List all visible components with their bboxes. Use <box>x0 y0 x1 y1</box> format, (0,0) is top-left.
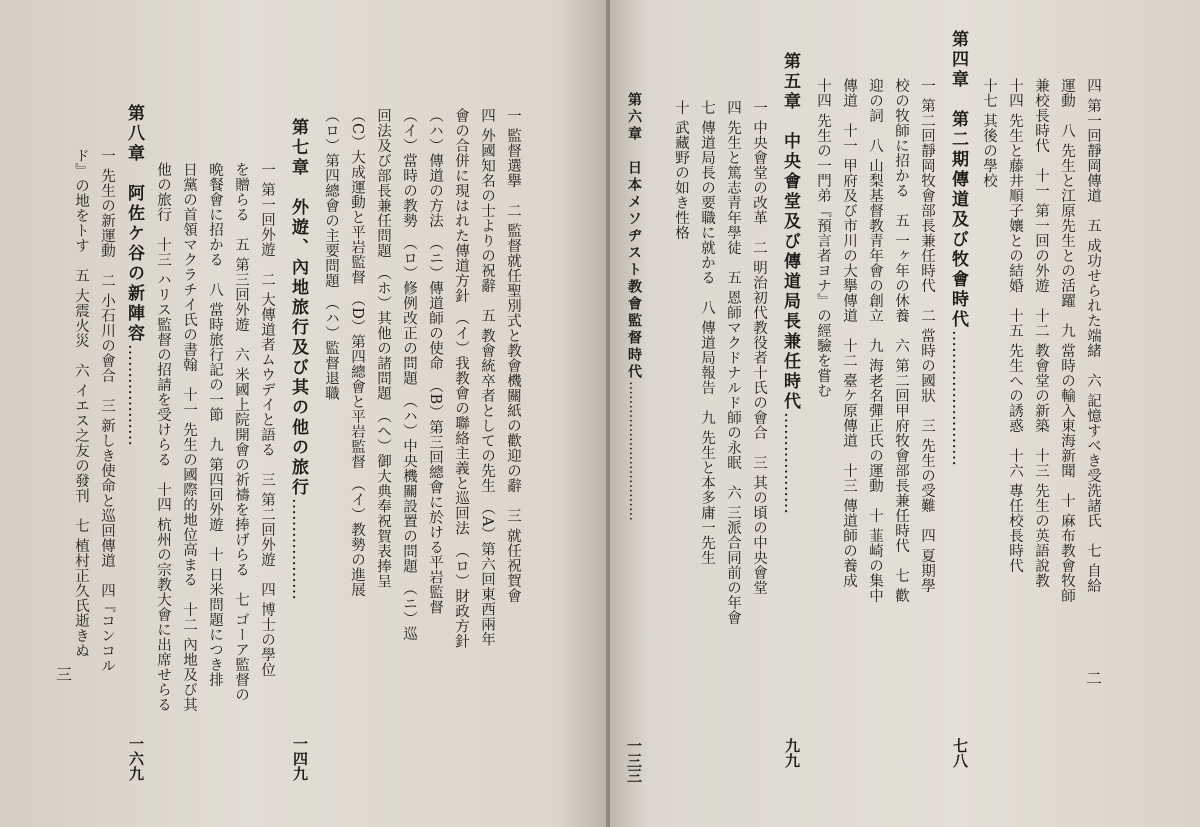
toc-line: 十七 其後の學校 <box>981 78 997 189</box>
toc-line: 會の合併に現はれた傳道方針 （イ）我教會の聯絡主義と巡回法 （ロ）財政方針 <box>453 108 469 649</box>
toc-line: 一 第二回靜岡牧會部長兼任時代 二 當時の國狀 三 先生の受難 四 夏期學 <box>919 78 935 594</box>
chapter-page-number: 一四九 <box>291 736 309 781</box>
toc-line: 十 武藏野の如き性格 <box>673 100 689 241</box>
toc-line: （ロ）第四總會の主要問題 （ハ）監督退職 <box>323 108 339 401</box>
toc-line: 晩餐會に招かる 八 當時旅行記の一節 九 第四回外遊 十 日米問題につき排 <box>207 162 223 688</box>
chapter-title: 第六章 日本メソヂスト教會監督時代 <box>626 92 642 381</box>
chapter-6-heading: 第六章 日本メソヂスト教會監督時代………………………… <box>626 92 642 521</box>
toc-line: 校の牧師に招かる 五 一ヶ年の休養 六 第二回甲府牧會部長兼任時代 七 歡 <box>893 78 909 604</box>
toc-line: （C）大成運動と平岩監督 （D）第四總會と平岩監督 （イ）教勢の進展 <box>349 108 365 598</box>
chapter-page-number: 七八 <box>951 738 969 768</box>
toc-line: を贈らる 五 第三回外遊 六 米國上院開會の祈禱を捧げらる 七 ゴーア監督の <box>233 162 249 703</box>
chapter-page-number: 一三三 <box>625 738 643 783</box>
chapter-title: 第四章 第二期傳道及び牧會時代 <box>948 30 968 330</box>
toc-line: 他の旅行 十三 ハリス監督の招請を受けらる 十四 杭州の宗教大會に出席せらる <box>155 162 171 713</box>
chapter-page-number: 一六九 <box>127 736 145 781</box>
chapter-4-heading: 第四章 第二期傳道及び牧會時代…………………… <box>948 30 968 466</box>
chapter-title: 第七章 外遊、內地旅行及び其の他の旅行 <box>288 118 308 498</box>
toc-line: 迎の詞 八 山梨基督教青年會の創立 九 海老名彈正氏の運動 十 韮崎の集中 <box>867 78 883 604</box>
toc-line: （ハ）傳道の方法 （ニ）傳道師の使命 （B）第三回總會に於ける平岩監督 <box>427 108 443 615</box>
toc-line: ド』の地をトす 五 大震火災 六 イエス之友の發刊 七 植村正久氏逝きぬ <box>73 148 89 659</box>
toc-line: 回法及び部長兼任問題 （ホ）其他の諸問題 （ヘ）御大典奉祝賀表捧呈 <box>375 108 391 589</box>
toc-line: 四 第一回靜岡傳道 五 成功せられた端緒 六 記憶すべき受洗諸氏 七 自給 <box>1085 78 1101 594</box>
toc-line: 一 第一回外遊 二 大傳道者ムウデイと語る 三 第二回外遊 四 博士の學位 <box>259 162 275 678</box>
chapter-8-heading: 第八章 阿佐ケ谷の新陣容……………… <box>124 104 144 446</box>
toc-line: （イ）當時の教勢 （ロ）修例改正の問題 （ハ）中央機關設置の問題 （ニ）巡 <box>401 108 417 642</box>
toc-line: 一 中央會堂の改革 二 明治初代教役者十氏の會合 三 其の頃の中央會堂 <box>751 100 767 596</box>
toc-line: 十四 先生の一門弟『預言者ヨナ』の經驗を嘗む <box>815 78 831 399</box>
chapter-page-number: 九九 <box>783 738 801 768</box>
page-folio: 二 <box>1086 669 1103 688</box>
toc-line: 傳道 十一 甲府及び市川の大擧傳道 十二 臺ケ原傳道 十三 傳道師の養成 <box>841 78 857 589</box>
toc-line: 日黨の首領マクラチイ氏の書翰 十一 先生の國際的地位高まる 十二 內地及び其 <box>181 162 197 713</box>
chapter-title: 第五章 中央會堂及び傳道局長兼任時代 <box>780 52 800 412</box>
toc-line: 四 先生と篤志青年學徒 五 恩師マクドナルド師の永眠 六 三派合同前の年會 <box>725 100 741 626</box>
chapter-title: 第八章 阿佐ケ谷の新陣容 <box>124 104 144 344</box>
toc-line: 七 傳道局長の要職に就かる 八 傳道局報告 九 先生と本多庸一先生 <box>699 100 715 566</box>
toc-line: 一 監督選擧 二 監督就任聖別式と教會機關紙の歡迎の辭 三 就任祝賀會 <box>505 108 521 604</box>
chapter-5-heading: 第五章 中央會堂及び傳道局長兼任時代……………… <box>780 52 800 514</box>
chapter-7-heading: 第七章 外遊、內地旅行及び其の他の旅行……………… <box>288 118 308 600</box>
right-page <box>608 0 1200 827</box>
toc-line: 一 先生の新運動 二 小石川の會合 三 新しき使命と巡回傳道 四『コンコル <box>99 148 115 674</box>
toc-line: 運動 八 先生と江原先生との活躍 九 當時の輸入東海新聞 十 麻布教會牧師 <box>1059 78 1075 604</box>
page-folio: 三 <box>56 665 73 684</box>
toc-line: 四 外國知名の士よりの祝辭 五 教會統卒者としての先生 （A）第六回東西兩年 <box>479 108 495 647</box>
toc-line: 兼校長時代 十一 第一回の外遊 十二 教會堂の新築 十三 先生の英語說教 <box>1033 78 1049 589</box>
toc-line: 十四 先生と藤井順子孃との結婚 十五 先生への誘惑 十六 專任校長時代 <box>1007 78 1023 574</box>
